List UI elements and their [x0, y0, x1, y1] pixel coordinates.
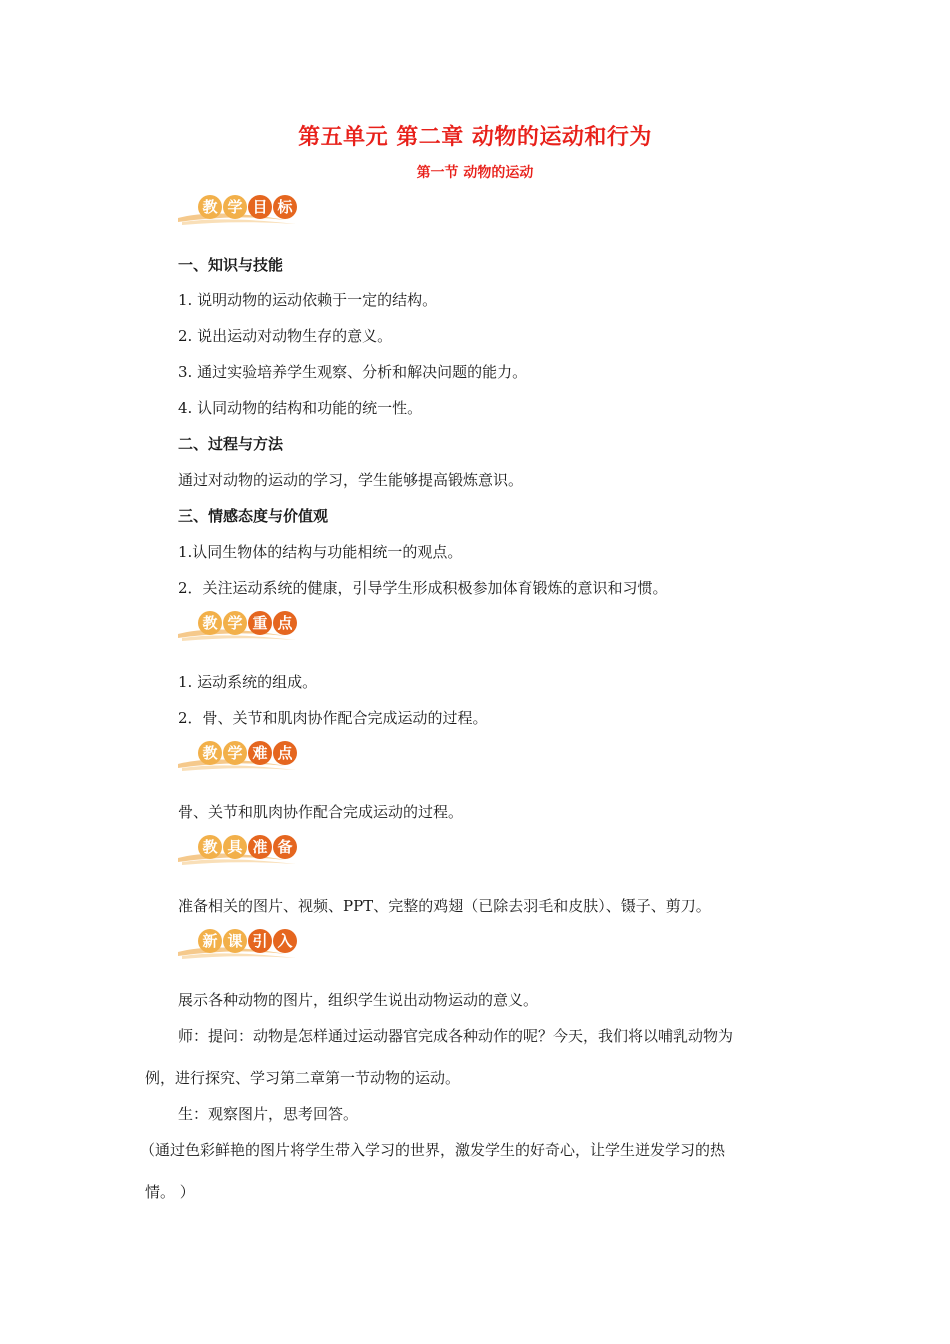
badge-char: 教	[198, 835, 222, 859]
badge-char: 教	[198, 611, 222, 635]
list-item: 1. 运动系统的组成。	[178, 673, 318, 691]
paragraph: （通过色彩鲜艳的图片将学生带入学习的世界，激发学生的好奇心，让学生迸发学习的热	[140, 1141, 726, 1159]
emotion-heading: 三、情感态度与价值观	[178, 507, 329, 525]
paragraph: 通过对动物的运动的学习，学生能够提高锻炼意识。	[178, 471, 524, 489]
badge-char: 备	[273, 835, 297, 859]
badge-char: 点	[273, 741, 297, 765]
introduction-badge	[176, 926, 306, 964]
list-item: 2. 说出运动对动物生存的意义。	[178, 327, 393, 345]
paragraph: 情。 ）	[145, 1183, 195, 1201]
badge-char: 难	[248, 741, 272, 765]
materials-badge	[176, 832, 306, 870]
badge-char: 标	[273, 195, 297, 219]
badge-char: 教	[198, 741, 222, 765]
list-item: 4. 认同动物的结构和功能的统一性。	[178, 399, 423, 417]
badge-char: 学	[223, 611, 247, 635]
section-title: 第一节 动物的运动	[416, 165, 534, 181]
badge-char: 点	[273, 611, 297, 635]
list-item: 2．关注运动系统的健康，引导学生形成积极参加体育锻炼的意识和习惯。	[178, 579, 668, 597]
list-item: 1.认同生物体的结构与功能相统一的观点。	[178, 543, 463, 561]
list-item: 2．骨、关节和肌肉协作配合完成运动的过程。	[178, 709, 488, 727]
badge-char: 引	[248, 929, 272, 953]
paragraph: 准备相关的图片、视频、PPT、完整的鸡翅（已除去羽毛和皮肤）、镊子、剪刀。	[178, 897, 711, 915]
badge-char: 入	[273, 929, 297, 953]
badge-char: 目	[248, 195, 272, 219]
badge-char: 准	[248, 835, 272, 859]
paragraph: 骨、关节和肌肉协作配合完成运动的过程。	[178, 803, 464, 821]
paragraph: 例，进行探究、学习第二章第一节动物的运动。	[145, 1069, 461, 1087]
badge-char: 具	[223, 835, 247, 859]
paragraph: 师：提问：动物是怎样通过运动器官完成各种动作的呢？今天，我们将以哺乳动物为	[178, 1027, 734, 1045]
knowledge-heading: 一、知识与技能	[178, 256, 284, 274]
objectives-badge	[176, 192, 306, 230]
process-heading: 二、过程与方法	[178, 435, 284, 453]
difficulties-badge	[176, 738, 306, 776]
paragraph: 展示各种动物的图片，组织学生说出动物运动的意义。	[178, 991, 539, 1009]
paragraph: 生：观察图片，思考回答。	[178, 1105, 359, 1123]
page-title: 第五单元 第二章 动物的运动和行为	[298, 125, 652, 150]
badge-char: 教	[198, 195, 222, 219]
badge-char: 学	[223, 741, 247, 765]
badge-char: 重	[248, 611, 272, 635]
badge-char: 学	[223, 195, 247, 219]
list-item: 1. 说明动物的运动依赖于一定的结构。	[178, 291, 438, 309]
badge-char: 新	[198, 929, 222, 953]
badge-char: 课	[223, 929, 247, 953]
key-points-badge	[176, 608, 306, 646]
list-item: 3. 通过实验培养学生观察、分析和解决问题的能力。	[178, 363, 528, 381]
